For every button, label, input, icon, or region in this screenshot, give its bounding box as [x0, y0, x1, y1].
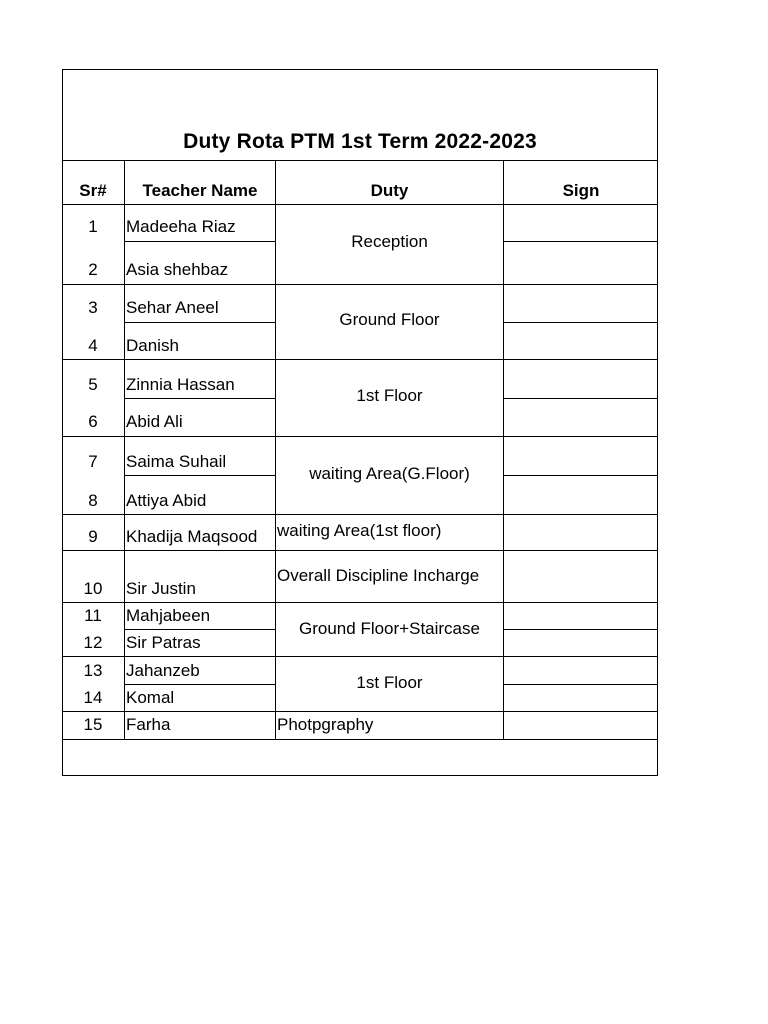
row-sr: 9: [88, 527, 98, 546]
teacher-name: Sir Patras: [126, 633, 201, 652]
duty-cell: 1st Floor: [356, 386, 423, 405]
row-sr: 2: [88, 260, 98, 279]
row-sr: 3: [88, 298, 98, 317]
row-sr: 12: [83, 633, 103, 652]
row-sr: 13: [83, 661, 103, 680]
row-sr: 5: [88, 375, 98, 394]
row-sr: 7: [88, 452, 98, 471]
sheet-title: Duty Rota PTM 1st Term 2022-2023: [183, 130, 537, 153]
teacher-name: Khadija Maqsood: [126, 527, 258, 546]
teacher-name: Jahanzeb: [126, 661, 200, 680]
duty-cell: Overall Discipline Incharge: [277, 566, 480, 585]
teacher-name: Saima Suhail: [126, 452, 227, 471]
row-sr: 6: [88, 412, 98, 431]
teacher-name: Danish: [126, 336, 179, 355]
teacher-name: Zinnia Hassan: [126, 375, 235, 394]
column-header-duty: Duty: [370, 181, 409, 200]
teacher-name: Abid Ali: [126, 412, 183, 431]
row-sr: 1: [88, 217, 98, 236]
column-header-sign: Sign: [562, 181, 600, 200]
teacher-name: Attiya Abid: [126, 491, 207, 510]
teacher-name: Madeeha Riaz: [126, 217, 236, 236]
duty-cell: 1st Floor: [356, 673, 423, 692]
column-header-teacher-name: Teacher Name: [142, 181, 258, 200]
row-sr: 4: [88, 336, 98, 355]
duty-cell: Ground Floor+Staircase: [299, 619, 480, 638]
teacher-name: Sir Justin: [126, 579, 196, 598]
duty-cell: waiting Area(1st floor): [277, 521, 442, 540]
teacher-name: Komal: [126, 688, 175, 707]
teacher-name: Sehar Aneel: [126, 298, 219, 317]
teacher-name: Mahjabeen: [126, 606, 211, 625]
row-sr: 10: [83, 579, 103, 598]
duty-cell: Reception: [351, 232, 428, 251]
duty-cell: Photpgraphy: [277, 715, 374, 734]
row-sr: 15: [83, 715, 103, 734]
row-sr: 11: [84, 606, 102, 625]
teacher-name: Farha: [126, 715, 171, 734]
row-sr: 8: [88, 491, 98, 510]
teacher-name: Asia shehbaz: [126, 260, 229, 279]
row-sr: 14: [83, 688, 103, 707]
column-header-sr: Sr#: [79, 181, 107, 200]
duty-cell: waiting Area(G.Floor): [309, 464, 470, 483]
duty-cell: Ground Floor: [339, 310, 440, 329]
